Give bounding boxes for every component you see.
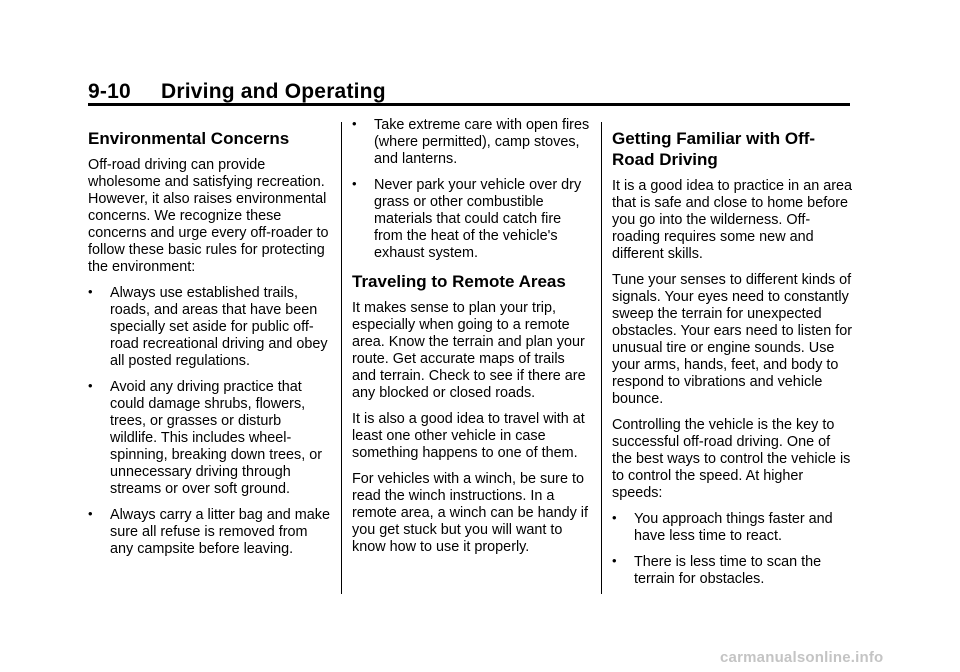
bullet-list — [352, 117, 592, 262]
list-item — [352, 117, 592, 168]
list-item — [88, 507, 332, 558]
section-heading-getting-familiar: Getting Familiar with Off-Road Driving — [612, 129, 816, 169]
bullet-icon: • — [352, 116, 357, 131]
column-divider-2 — [601, 122, 602, 594]
list-item-text: There is less time to scan the terrain for obstacles. — [634, 554, 822, 587]
list-item-text: Take extreme care with open fires (where permitted), camp stoves, and lanterns. — [374, 117, 590, 167]
watermark: carmanualsonline.info — [720, 649, 884, 666]
section-heading-environmental-concerns: Environmental Concerns — [88, 129, 290, 148]
bullet-icon: • — [612, 510, 617, 525]
list-item — [88, 379, 332, 498]
paragraph: It is a good idea to practice in an area that is safe and close to home before you go into the wilderness. Off-roading requires some new and different skills. — [612, 178, 852, 262]
list-item-text: You approach things faster and have less time to react. — [634, 511, 833, 544]
list-item — [612, 511, 852, 545]
bullet-icon: • — [352, 176, 357, 191]
column-1 — [88, 128, 332, 567]
bullet-list — [88, 285, 332, 558]
bullet-icon: • — [88, 284, 93, 299]
list-item — [612, 554, 852, 588]
column-2 — [352, 117, 592, 565]
page-title: 9-10 Driving and Operating — [88, 80, 386, 103]
paragraph: Tune your senses to different kinds of signals. Your eyes need to constantly sweep the terrain for unexpected obstacles. Your ears need to listen for unusual tire or engine sounds. Use your arms, hands, feet, and body to respond to vibrations and vehicle bounce. — [612, 272, 852, 407]
list-item-text: Always carry a litter bag and make sure all refuse is removed from any campsite before leaving. — [110, 507, 330, 557]
list-item — [352, 177, 592, 262]
paragraph: It makes sense to plan your trip, especially when going to a remote area. Know the terrain and plan your route. Get accurate maps of trails and terrain. Check to see if there are any blocked or closed roads. — [352, 300, 586, 401]
bullet-icon: • — [612, 553, 617, 568]
list-item-text: Avoid any driving practice that could damage shrubs, flowers, trees, or grasses or disturb wildlife. This includes wheel-spinning, breaking down trees, or unnecessary driving through streams or over soft ground. — [110, 379, 322, 497]
column-divider-1 — [341, 122, 342, 594]
column-3 — [612, 128, 852, 597]
bullet-list — [612, 511, 852, 588]
paragraph: Controlling the vehicle is the key to successful off-road driving. One of the best ways to control the vehicle is to control the speed. At higher speeds: — [612, 417, 851, 501]
header-rule — [88, 103, 850, 106]
list-item — [88, 285, 332, 370]
list-item-text: Always use established trails, roads, and areas that have been specially set aside for public off-road recreational driving and obey all posted regulations. — [110, 285, 328, 369]
list-item-text: Never park your vehicle over dry grass or other combustible materials that could catch fire from the heat of the vehicle's exhaust system. — [374, 177, 582, 261]
paragraph: It is also a good idea to travel with at least one other vehicle in case something happens to one of them. — [352, 411, 585, 461]
bullet-icon: • — [88, 506, 93, 521]
paragraph: For vehicles with a winch, be sure to read the winch instructions. In a remote area, a winch can be handy if you get stuck but you will want to know how to use it properly. — [352, 471, 588, 555]
paragraph: Off-road driving can provide wholesome and satisfying recreation. However, it also raises environmental concerns. We recognize these concerns and urge every off-roader to follow these basic rules for protecting the environment: — [88, 157, 329, 275]
bullet-icon: • — [88, 378, 93, 393]
section-heading-traveling-to-remote-areas: Traveling to Remote Areas — [352, 272, 566, 291]
